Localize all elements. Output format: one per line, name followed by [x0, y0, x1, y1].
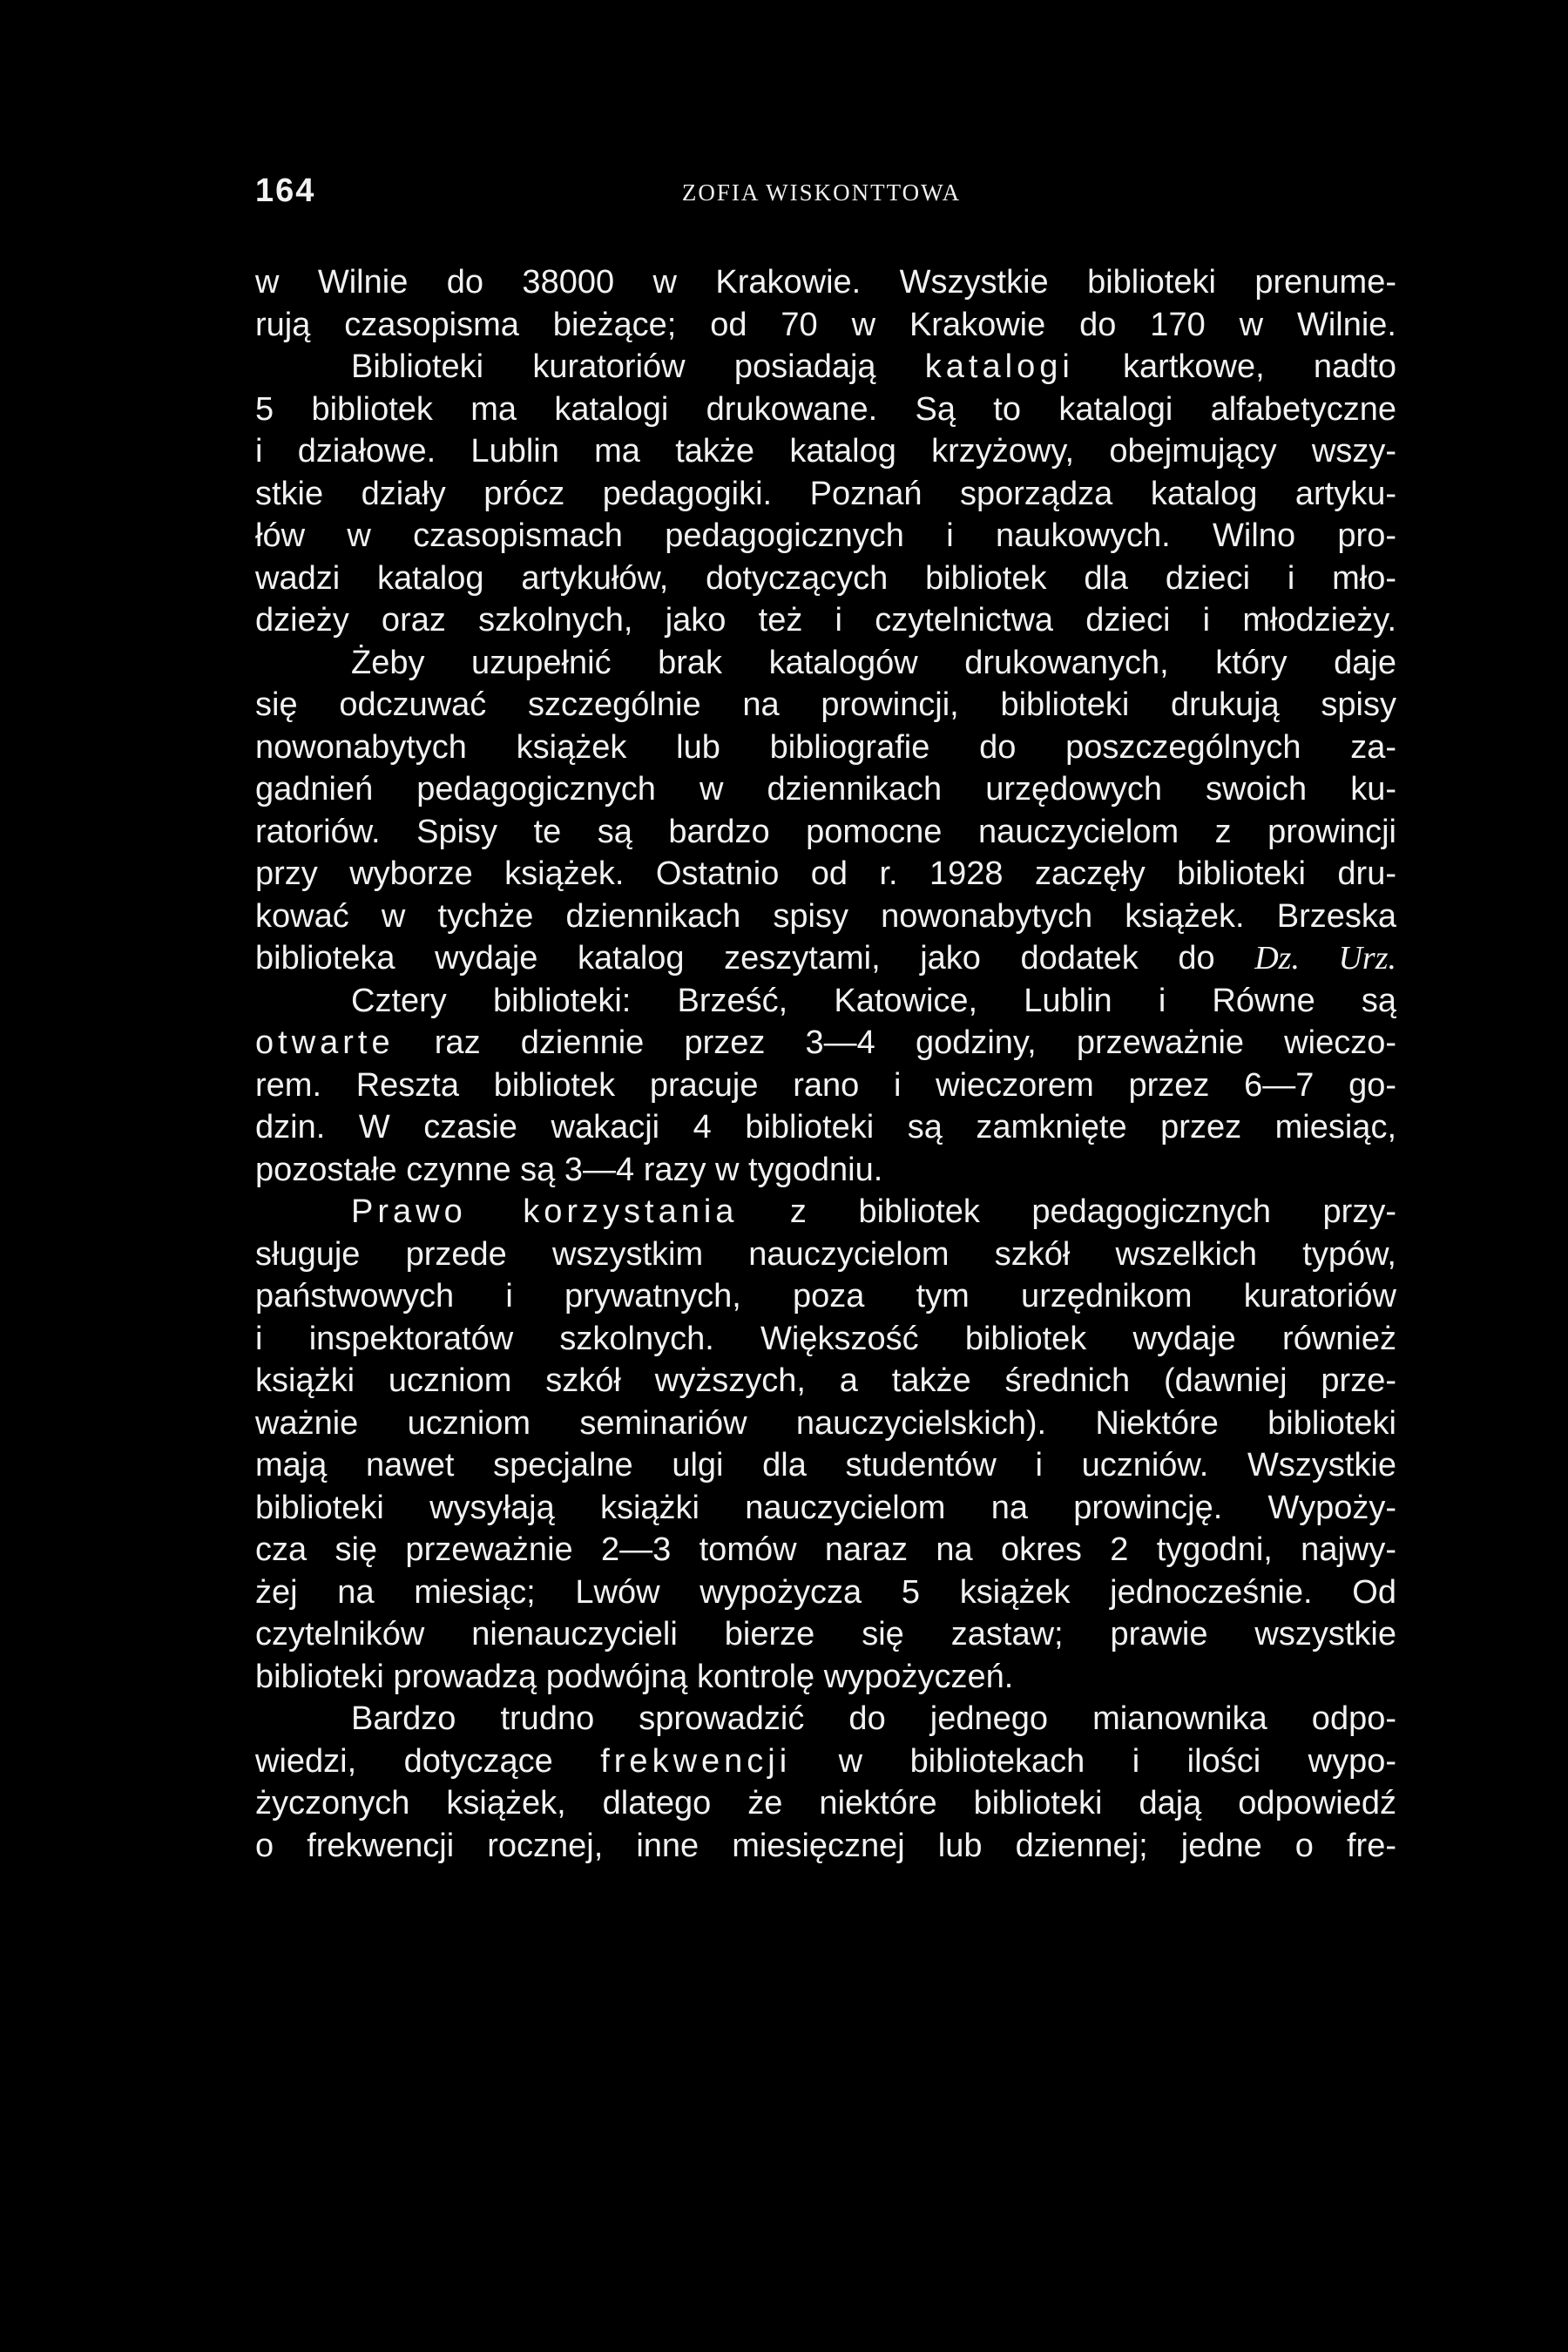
- text-line: Prawo korzystania z bibliotek pedagogicznych przy-: [351, 1193, 1396, 1230]
- spaced-emphasis: Prawo korzystania: [351, 1193, 739, 1230]
- text-line: mają nawet specjalne ulgi dla studentów i uczniów. Wszystkie: [255, 1447, 1396, 1484]
- running-head: ZOFIA WISKONTTOWA: [681, 179, 962, 206]
- text-line: sługuje przede wszystkim nauczycielom szkół wszelkich typów,: [255, 1235, 1396, 1273]
- page-header: [255, 172, 1388, 216]
- text-line: biblioteki wysyłają książki nauczycielom na prowincję. Wypoży-: [255, 1489, 1396, 1526]
- text-line: gadnień pedagogicznych w dziennikach urzędowych swoich ku-: [255, 771, 1396, 808]
- text-line: o frekwencji rocznej, inne miesięcznej lub dziennej; jedne o fre-: [255, 1827, 1396, 1864]
- text-line: otwarte raz dziennie przez 3—4 godziny, przeważnie wieczo-: [255, 1024, 1396, 1061]
- text-line: w Wilnie do 38000 w Krakowie. Wszystkie biblioteki prenume-: [255, 264, 1396, 301]
- text-line: rem. Reszta bibliotek pracuje rano i wieczorem przez 6—7 go-: [255, 1066, 1396, 1104]
- text-line: Cztery biblioteki: Brześć, Katowice, Lublin i Równe są: [351, 982, 1396, 1019]
- text-line: łów w czasopismach pedagogicznych i naukowych. Wilno pro-: [255, 517, 1396, 554]
- text-line: przy wyborze książek. Ostatnio od r. 1928 zaczęły biblioteki dru-: [255, 855, 1396, 892]
- text-line: pozostałe czynne są 3—4 razy w tygodniu.: [255, 1151, 883, 1188]
- text-line: wiedzi, dotyczące frekwencji w bibliotekach i ilości wypo-: [255, 1742, 1396, 1780]
- text-line: Biblioteki kuratoriów posiadają katalogi kartkowe, nadto: [351, 348, 1396, 385]
- text-line: dzieży oraz szkolnych, jako też i czytelnictwa dzieci i młodzieży.: [255, 602, 1396, 639]
- text-line: ważnie uczniom seminariów nauczycielskich). Niektóre biblioteki: [255, 1404, 1396, 1442]
- text-line: i inspektoratów szkolnych. Większość bibliotek wydaje również: [255, 1320, 1396, 1357]
- text-line: książki uczniom szkół wyższych, a także średnich (dawniej prze-: [255, 1362, 1396, 1399]
- text-line: kować w tychże dziennikach spisy nowonabytych książek. Brzeska: [255, 897, 1396, 935]
- text-line: żej na miesiąc; Lwów wypożycza 5 książek jednocześnie. Od: [255, 1573, 1396, 1611]
- body-text: [255, 261, 1396, 1867]
- text-line: wadzi katalog artykułów, dotyczących bibliotek dla dzieci i mło-: [255, 559, 1396, 597]
- text-line: i działowe. Lublin ma także katalog krzyżowy, obejmujący wszy-: [255, 433, 1396, 470]
- text-line: biblioteka wydaje katalog zeszytami, jako dodatek do Dz. Urz.: [255, 940, 1397, 977]
- text-line: czytelników nienauczycieli bierze się zastaw; prawie wszystkie: [255, 1616, 1396, 1652]
- spaced-emphasis: frekwencji: [600, 1742, 792, 1780]
- text-line: 5 bibliotek ma katalogi drukowane. Są to katalogi alfabetyczne: [255, 390, 1396, 428]
- spaced-emphasis: otwarte: [255, 1024, 395, 1061]
- text-line: państwowych i prywatnych, poza tym urzędnikom kuratoriów: [255, 1278, 1396, 1315]
- text-line: stkie działy prócz pedagogiki. Poznań sporządza katalog artyku-: [255, 475, 1396, 512]
- page-number: 164: [255, 172, 316, 209]
- text-line: ratoriów. Spisy te są bardzo pomocne nauczycielom z prowincji: [255, 813, 1396, 850]
- text-line: Bardzo trudno sprowadzić do jednego mianownika odpo-: [351, 1700, 1396, 1737]
- text-line: biblioteki prowadzą podwójną kontrolę wypożyczeń.: [255, 1658, 1014, 1695]
- text-line: Żeby uzupełnić brak katalogów drukowanych, który daje: [351, 644, 1396, 681]
- text-line: rują czasopisma bieżące; od 70 w Krakowie do 170 w Wilnie.: [255, 306, 1396, 343]
- text-line: cza się przeważnie 2—3 tomów naraz na okres 2 tygodni, najwy-: [255, 1531, 1396, 1568]
- text-line: nowonabytych książek lub bibliografie do poszczególnych za-: [255, 728, 1396, 766]
- italic-citation: Dz. Urz.: [1254, 940, 1397, 977]
- spaced-emphasis: katalogi: [924, 348, 1074, 385]
- text-line: życzonych książek, dlatego że niektóre biblioteki dają odpowiedź: [255, 1785, 1396, 1821]
- text-line: dzin. W czasie wakacji 4 biblioteki są zamknięte przez miesiąc,: [255, 1109, 1396, 1146]
- text-line: się odczuwać szczególnie na prowincji, biblioteki drukują spisy: [255, 686, 1396, 723]
